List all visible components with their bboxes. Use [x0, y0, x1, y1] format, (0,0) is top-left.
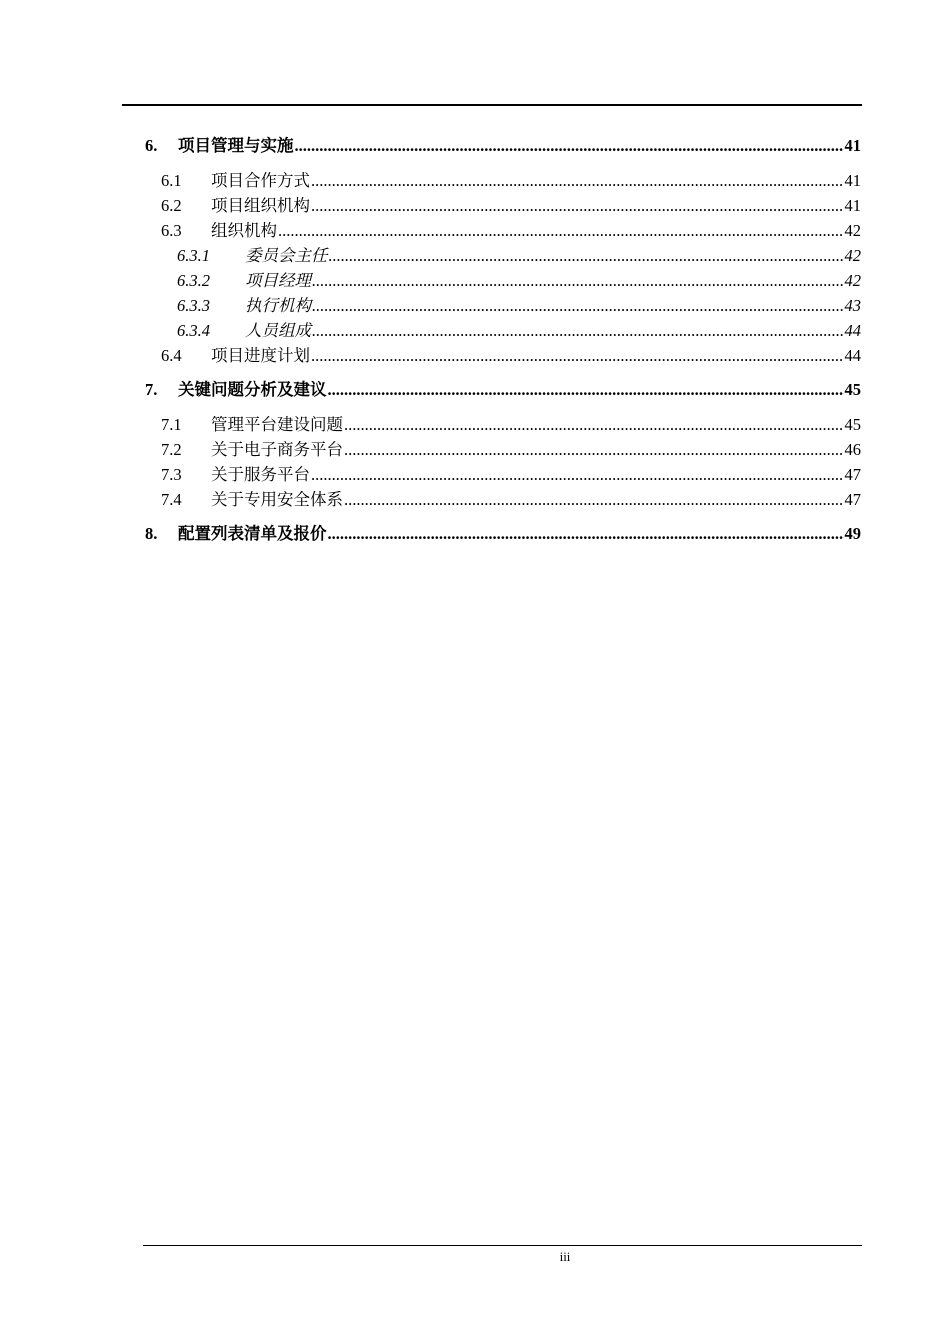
toc-dot-leader — [328, 380, 844, 400]
toc-entry-page: 44 — [844, 346, 861, 365]
toc-entry-number: 7.1 — [161, 415, 182, 434]
toc-entry-6-3-3[interactable] — [177, 292, 861, 316]
toc-entry-title: 关于服务平台 — [211, 465, 310, 484]
toc-entry-title: 委员会主任 — [245, 246, 328, 265]
toc-entry-number: 7.4 — [161, 490, 182, 509]
toc-entry-title: 管理平台建设问题 — [211, 415, 343, 434]
toc-entry-page: 49 — [844, 524, 861, 543]
toc-entry-title: 组织机构 — [211, 221, 277, 240]
toc-entry-page: 43 — [844, 296, 861, 315]
toc-entry-title: 项目经理 — [245, 271, 311, 290]
toc-entry-7-3[interactable] — [161, 461, 861, 485]
toc-dot-leader — [312, 271, 844, 291]
toc-entry-page: 44 — [844, 321, 861, 340]
toc-dot-leader — [328, 524, 844, 544]
toc-entry-number: 7.3 — [161, 465, 182, 484]
toc-entry-number: 6.3.2 — [177, 271, 210, 290]
toc-entry-title: 项目管理与实施 — [178, 136, 294, 155]
toc-dot-leader — [312, 296, 844, 316]
toc-entry-page: 45 — [844, 415, 861, 434]
toc-dot-leader — [344, 440, 844, 460]
toc-entry-number: 6.1 — [161, 171, 182, 190]
toc-entry-6-3-4[interactable] — [177, 317, 861, 341]
toc-entry-title: 关键问题分析及建议 — [178, 380, 327, 399]
toc-entry-7-2[interactable] — [161, 436, 861, 460]
toc-dot-leader — [311, 196, 844, 216]
toc-entry-number: 6.3.3 — [177, 296, 210, 315]
footer-rule — [143, 1245, 862, 1246]
toc-entry-page: 42 — [844, 246, 861, 265]
toc-entry-7-4[interactable] — [161, 486, 861, 510]
toc-entry-number: 7.2 — [161, 440, 182, 459]
toc-entry-6-3[interactable] — [161, 217, 861, 241]
toc-entry-title: 项目合作方式 — [211, 171, 310, 190]
toc-entry-number: 8. — [145, 524, 158, 543]
toc-dot-leader — [295, 136, 844, 156]
toc-entry-title: 项目组织机构 — [211, 196, 310, 215]
toc-entry-number: 6.2 — [161, 196, 182, 215]
toc-entry-page: 46 — [844, 440, 861, 459]
toc-entry-number: 6.3.4 — [177, 321, 210, 340]
toc-entry-title: 人员组成 — [245, 321, 311, 340]
toc-entry-7[interactable] — [145, 376, 861, 400]
toc-entry-6-3-1[interactable] — [177, 242, 861, 266]
toc-entry-6-2[interactable] — [161, 192, 861, 216]
toc-entry-title: 配置列表清单及报价 — [178, 524, 327, 543]
header-rule — [122, 104, 862, 106]
toc-entry-number: 6.3.1 — [177, 246, 210, 265]
toc-entry-page: 47 — [844, 490, 861, 509]
toc-entry-page: 42 — [844, 221, 861, 240]
toc-entry-number: 6.3 — [161, 221, 182, 240]
toc-dot-leader — [278, 221, 844, 241]
toc-entry-6-1[interactable] — [161, 167, 861, 191]
toc-entry-page: 41 — [844, 171, 861, 190]
toc-entry-number: 6. — [145, 136, 158, 155]
toc-entry-title: 执行机构 — [245, 296, 311, 315]
toc-entry-title: 关于专用安全体系 — [211, 490, 343, 509]
toc-dot-leader — [312, 321, 844, 341]
toc-dot-leader — [311, 171, 844, 191]
toc-entry-6[interactable] — [145, 132, 861, 156]
footer-page-number: iii — [559, 1249, 571, 1264]
toc-entry-7-1[interactable] — [161, 411, 861, 435]
toc-dot-leader — [329, 246, 844, 266]
toc-entry-8[interactable] — [145, 520, 861, 544]
toc-entry-title: 项目进度计划 — [211, 346, 310, 365]
toc-dot-leader — [344, 490, 844, 510]
toc-dot-leader — [311, 346, 844, 366]
toc-entry-page: 41 — [844, 136, 861, 155]
toc-entry-page: 47 — [844, 465, 861, 484]
toc-entry-number: 6.4 — [161, 346, 182, 365]
toc-entry-page: 41 — [844, 196, 861, 215]
toc-dot-leader — [311, 465, 844, 485]
toc-entry-6-4[interactable] — [161, 342, 861, 366]
toc-entry-number: 7. — [145, 380, 158, 399]
toc-entry-6-3-2[interactable] — [177, 267, 861, 291]
toc-dot-leader — [344, 415, 844, 435]
toc-entry-title: 关于电子商务平台 — [211, 440, 343, 459]
toc-entry-page: 42 — [844, 271, 861, 290]
toc-entry-page: 45 — [844, 380, 861, 399]
